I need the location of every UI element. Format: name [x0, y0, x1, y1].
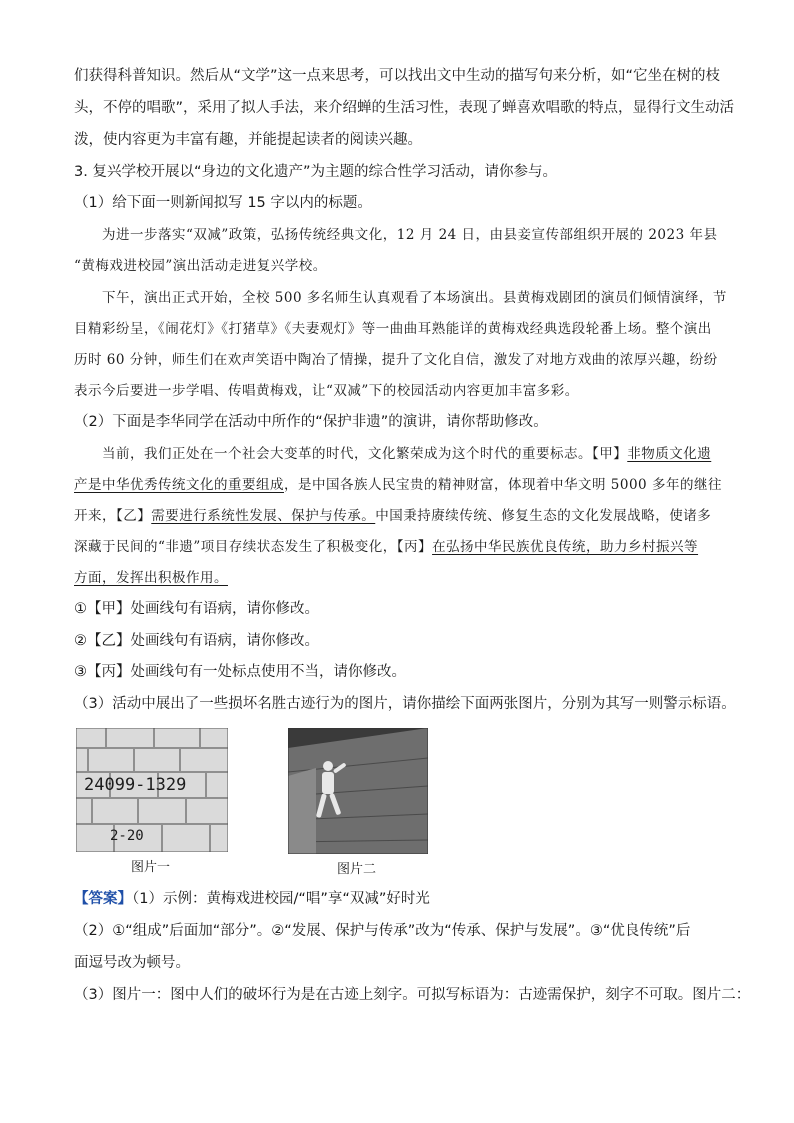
q2-item: ②【乙】处画线句有语病，请你修改。 — [74, 633, 319, 649]
fig1-caption: 图片一 — [131, 860, 171, 875]
answer-2-line: 面逗号改为顿号。 — [74, 955, 190, 971]
graffiti-text: 2-20 — [110, 828, 144, 844]
speech-text: 开来，【乙】 — [74, 508, 152, 524]
q2-item: ①【甲】处画线句有语病，请你修改。 — [74, 601, 319, 617]
speech-text: ，是中国各族人民宝贵的精神财富，体现着中华文明 5000 多年的继往 — [284, 477, 722, 493]
q2-prompt: （2）下面是李华同学在活动中所作的“保护非遗”的演讲，请你帮助修改。 — [74, 414, 548, 430]
underlined-yi: 需要进行系统性发展、保护与传承。 — [151, 508, 376, 524]
underlined-bing: 方面，发挥出积极作用。 — [74, 570, 228, 586]
answer-line — [74, 889, 734, 909]
intro-line: 头，不停的唱歌”，采用了拟人手法，来介绍蝉的生活习性，表现了蝉喜欢唱歌的特点，显得行文生动活 — [74, 100, 735, 116]
speech-text: 中国秉持赓续传统、修复生态的文化发展战略，使诸多 — [375, 508, 712, 524]
news-line: 目精彩纷呈，《闹花灯》《打猪草》《夫妻观灯》等一曲曲耳熟能详的黄梅戏经典选段轮番上场。整个演出 — [74, 321, 712, 337]
fig2-caption: 图片二 — [337, 862, 377, 877]
news-line: 表示今后要进一步学唱、传唱黄梅戏，让“双减”下的校园活动内容更加丰富多彩。 — [74, 383, 579, 399]
underlined-jia: 产是中华优秀传统文化的重要组成 — [74, 477, 284, 493]
graffiti-text: 24099-1329 — [84, 775, 187, 795]
speech-line — [74, 568, 734, 588]
news-line: 为进一步落实“双减”政策，弘扬传统经典文化，12 月 24 日，由县妾宣传部组织开展的 2023 年县 — [102, 227, 718, 243]
speech-text: 当前，我们正处在一个社会大变革的时代，文化繁荣成为这个时代的重要标志。【甲】 — [102, 446, 628, 462]
speech-text: 深藏于民间的“非遗”项目存续状态发生了积极变化，【丙】 — [74, 539, 433, 555]
intro-line: 们获得科普知识。然后从“文学”这一点来思考，可以找出文中生动的描写句来分析，如“它坐在树的枝 — [74, 68, 721, 84]
q1-prompt: （1）给下面一则新闻拟写 15 字以内的标题。 — [74, 195, 372, 211]
underlined-bing: 在弘扬中华民族优良传统，助力乡村振兴等 — [432, 539, 699, 555]
speech-line — [74, 506, 734, 526]
speech-line — [74, 475, 734, 495]
answer-2-line: （2）①“组成”后面加“部分”。②“发展、保护与传承”改为“传承、保护与发展”。③“优良传统”后 — [74, 923, 691, 939]
q2-item: ③【丙】处画线句有一处标点使用不当，请你修改。 — [74, 664, 406, 680]
speech-line — [102, 444, 762, 464]
news-line: 历时 60 分钟，师生们在欢声笑语中陶冶了情操，提升了文化自信，激发了对地方戏曲的浓厚兴趣，纷纷 — [74, 352, 718, 368]
speech-line — [74, 537, 734, 557]
wall-buttress — [288, 768, 316, 854]
news-line: “黄梅戏进校园”演出活动走进复兴学校。 — [74, 258, 327, 274]
underlined-jia: 非物质文化遗 — [627, 446, 712, 462]
question-heading: 3. 复兴学校开展以“身边的文化遗产”为主题的综合性学习活动，请你参与。 — [74, 164, 557, 180]
answer-3-line: （3）图片一：图中人们的破坏行为是在古迹上刻字。可拟写标语为：古迹需保护，刻字不可取。图片二： — [74, 987, 751, 1003]
graffiti-wall-photo — [76, 728, 228, 852]
answer-tag: 【答案】 — [74, 891, 132, 907]
answer-1: （1）示例：黄梅戏进校园/“唱”享“双减”好时光 — [132, 891, 430, 907]
intro-line: 泼，使内容更为丰富有趣，并能提起读者的阅读兴趣。 — [74, 132, 422, 148]
q3-prompt: （3）活动中展出了一些损坏名胜古迹行为的图片，请你描绘下面两张图片，分别为其写一则警示标语。 — [74, 696, 736, 712]
climbing-wall-photo — [288, 728, 428, 854]
news-line: 下午，演出正式开始，全校 500 多名师生认真观看了本场演出。县黄梅戏剧团的演员们倾情演绎，节 — [102, 290, 727, 306]
